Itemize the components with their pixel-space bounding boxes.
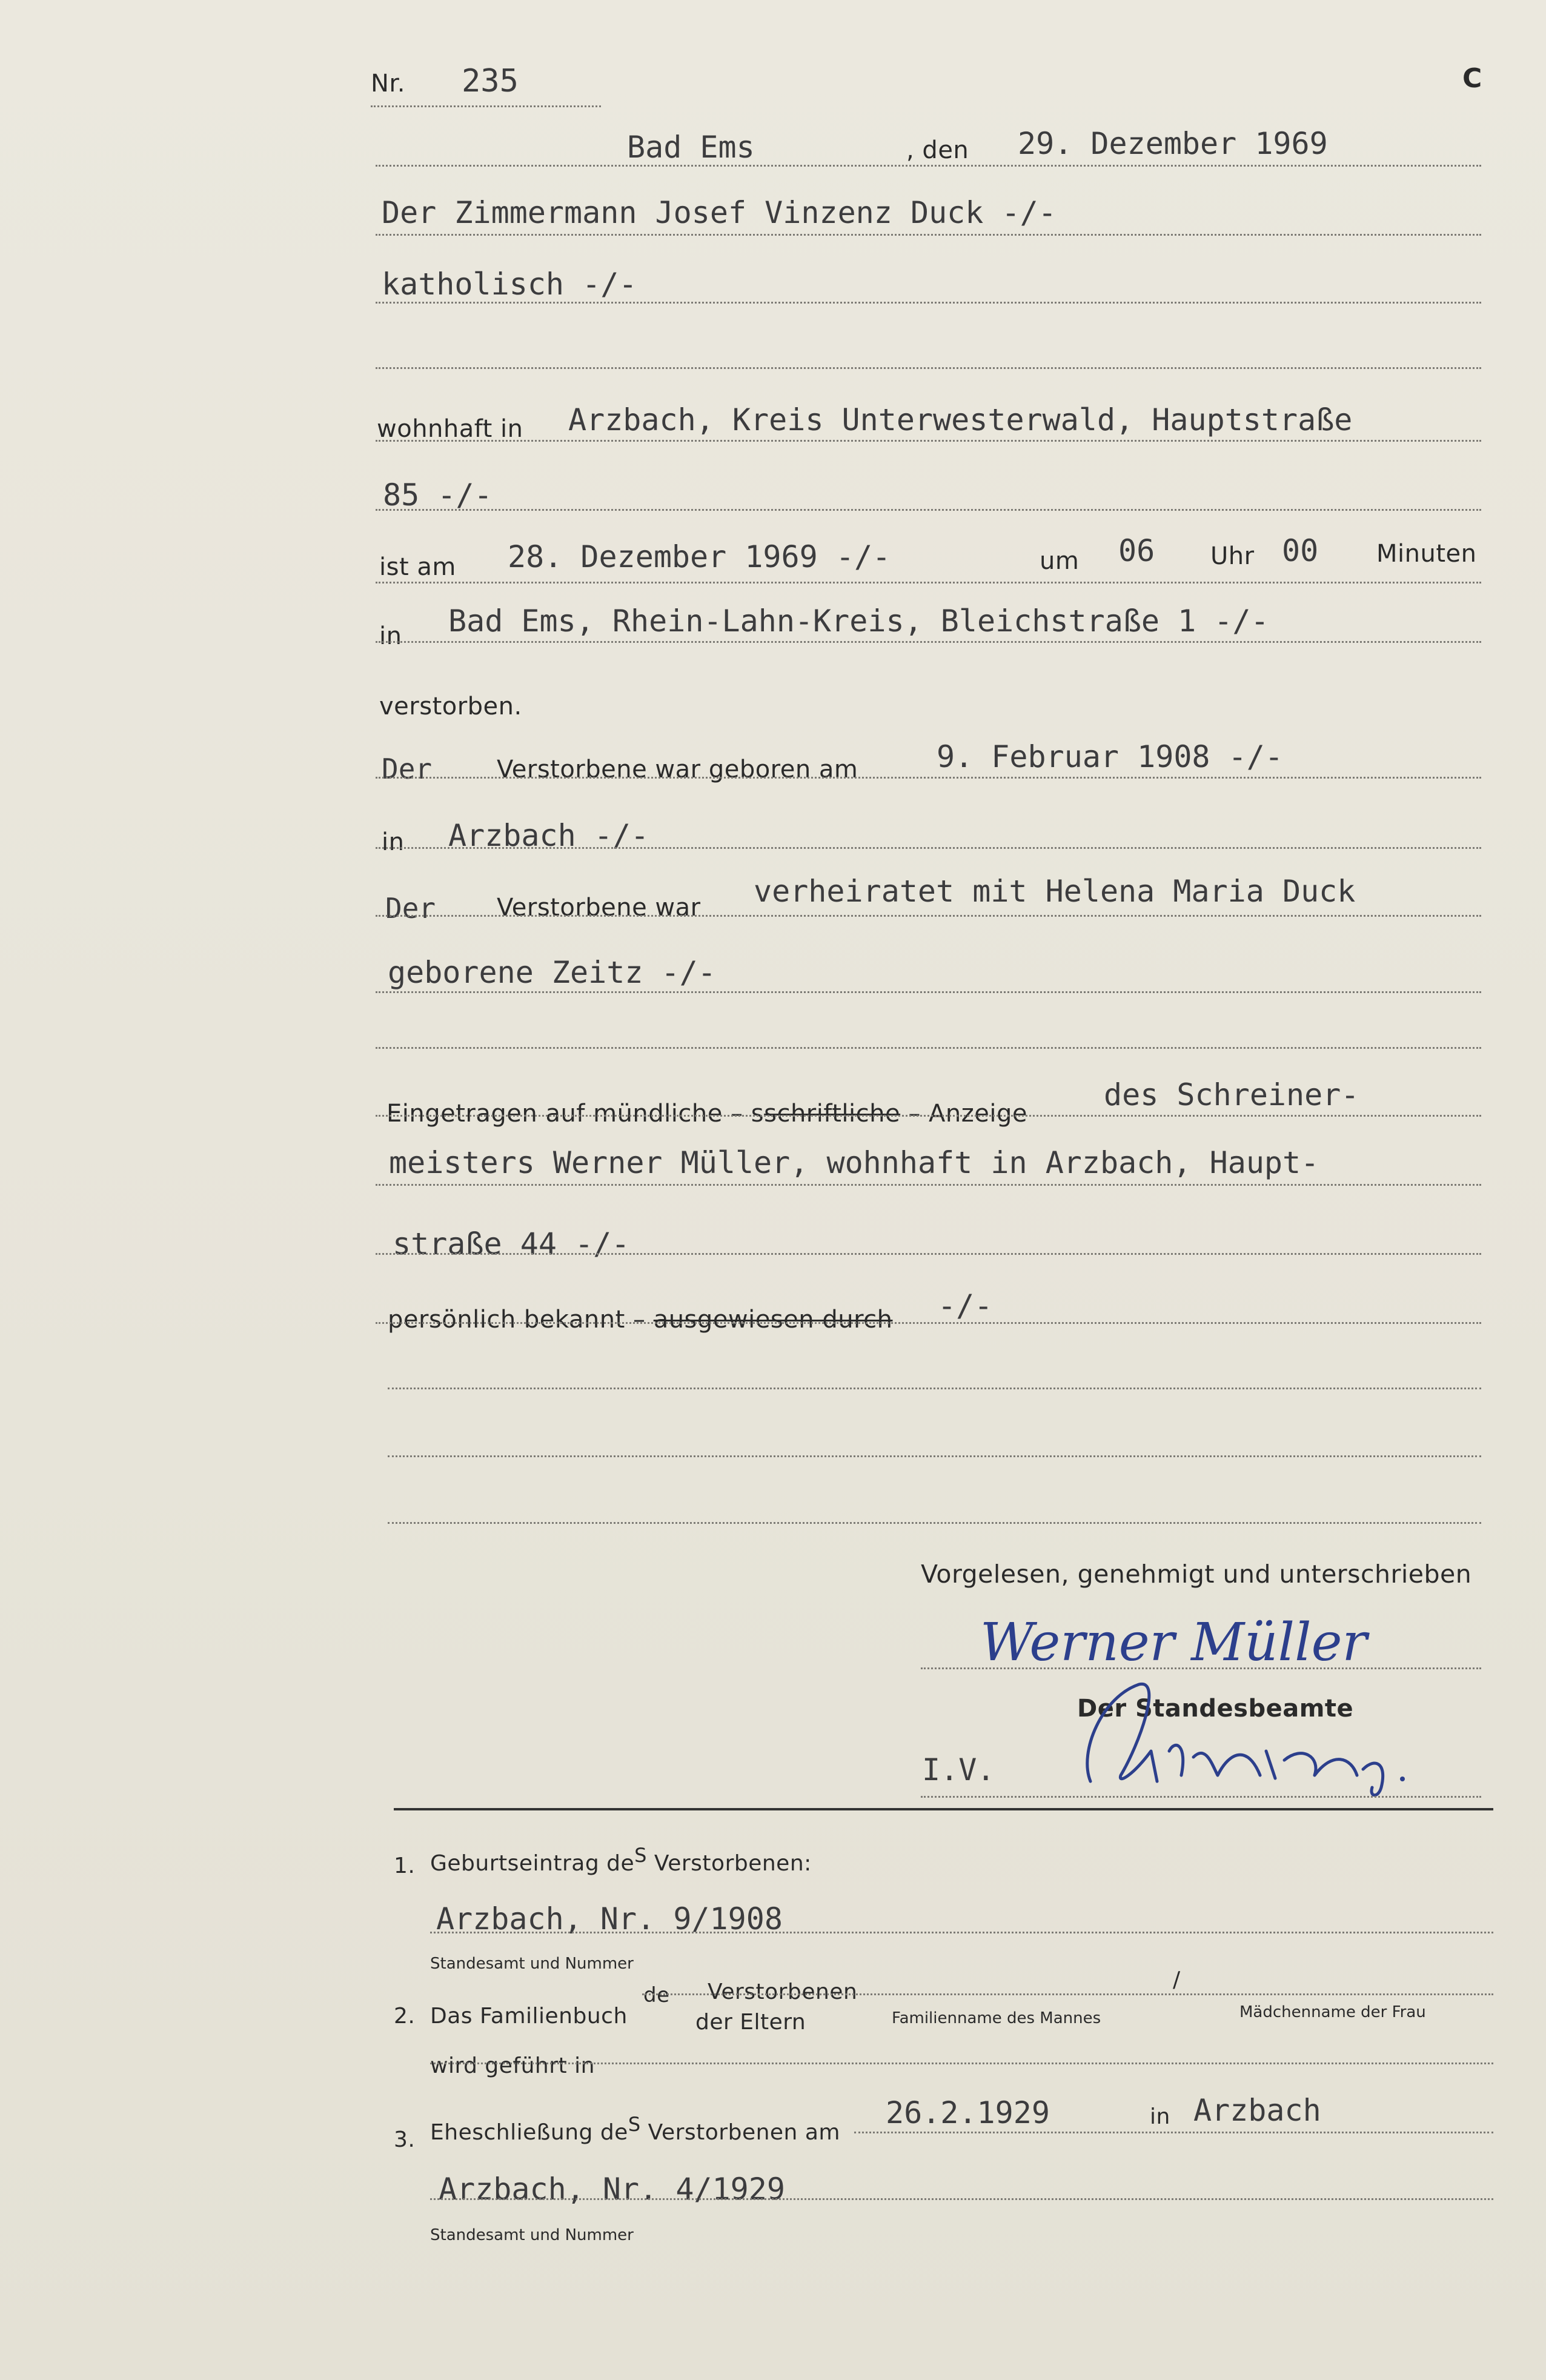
birth-place-rule: [376, 847, 1481, 849]
item1-value: Arzbach, Nr. 9/1908: [436, 1901, 783, 1936]
item3-place: Arzbach: [1193, 2093, 1321, 2128]
witness-signature-text: Werner Müller: [980, 1612, 1367, 1673]
item2-num: 2.: [394, 2004, 416, 2029]
known-strike: ausgewiesen durch: [653, 1306, 893, 1334]
corner-letter: C: [1462, 63, 1482, 94]
birth-date: 9. Februar 1908 -/-: [937, 739, 1283, 774]
death-date: 28. Dezember 1969 -/-: [508, 539, 891, 574]
official-signature-rule: [921, 1796, 1481, 1798]
report-label-s: s: [751, 1100, 765, 1128]
known-value: -/-: [938, 1288, 993, 1323]
item3-date: 26.2.1929: [886, 2095, 1050, 2130]
item3-num: 3.: [394, 2127, 416, 2152]
item3-label: [430, 2113, 840, 2145]
item1-label-2: Verstorbenen:: [654, 1851, 812, 1876]
item2-de: de: [643, 1983, 670, 2007]
report-line-3: straße 44 -/-: [393, 1226, 630, 1261]
birth-in-label: in: [382, 828, 405, 856]
item3-label-text: Eheschließung de: [430, 2120, 628, 2145]
uhr-label: Uhr: [1210, 542, 1255, 570]
report-line-1: des Schreiner-: [1104, 1077, 1359, 1112]
death-place: Bad Ems, Rhein-Lahn-Kreis, Bleichstraße 1 -/-: [448, 603, 1269, 639]
item1-label: [430, 1844, 812, 1876]
residence-line-2-rule: [376, 509, 1481, 511]
minuten-label: Minuten: [1376, 540, 1477, 568]
person-line-1-rule: [376, 234, 1481, 236]
death-time-rule: [376, 582, 1481, 583]
nr-label: Nr.: [371, 70, 405, 98]
death-hour: 06: [1118, 533, 1155, 568]
item1-num: 1.: [394, 1853, 416, 1878]
marital-line-2-rule: [376, 991, 1481, 993]
item3-value: Arzbach, Nr. 4/1929: [439, 2172, 785, 2207]
birth-date-rule: [376, 777, 1481, 779]
death-minutes: 00: [1282, 533, 1319, 568]
report-label-a: Eingetragen auf mündliche –: [386, 1100, 743, 1128]
read-label: Vorgelesen, genehmigt und unterschrieben: [921, 1560, 1472, 1589]
residence-label: wohnhaft in: [377, 415, 523, 443]
item3-value-rule: [430, 2198, 1493, 2200]
nr-value: 235: [462, 63, 519, 99]
person-line-2-rule: [376, 302, 1481, 304]
item3-label-2: Verstorbenen am: [648, 2120, 840, 2145]
item3-in: in: [1150, 2104, 1170, 2129]
item2-slash: /: [1173, 1967, 1181, 1992]
item2-label: Das Familienbuch: [430, 2004, 628, 2029]
date-value: 29. Dezember 1969: [1018, 126, 1328, 161]
marital-line-2: geborene Zeitz -/-: [388, 955, 716, 990]
place-value: Bad Ems: [627, 130, 755, 165]
report-line-3-rule: [376, 1253, 1481, 1255]
nr-line: [371, 105, 601, 107]
known-label: [388, 1308, 893, 1332]
item1-label-text: Geburtseintrag de: [430, 1851, 635, 1876]
item3-rule: [854, 2132, 1493, 2133]
place-date-line: [376, 165, 1481, 167]
blank-line-3: [388, 1388, 1481, 1389]
report-line-2-rule: [376, 1184, 1481, 1186]
den-label: , den: [906, 136, 969, 164]
person-line-1: Der Zimmermann Josef Vinzenz Duck -/-: [382, 195, 1057, 230]
item2-opt-2: der Eltern: [695, 2010, 806, 2035]
birth-label: Verstorbene war geboren am: [497, 756, 858, 783]
item2-caption-1: Familienname des Mannes: [892, 2009, 1101, 2027]
blank-line: [376, 367, 1481, 369]
report-line-1-rule: [376, 1115, 1481, 1117]
person-line-2: katholisch -/-: [382, 267, 637, 302]
blank-line-4: [388, 1455, 1481, 1457]
birth-der-typed: Der: [382, 753, 433, 785]
report-line-2: meisters Werner Müller, wohnhaft in Arzbach, Haupt-: [389, 1145, 1319, 1180]
residence-line-1-rule: [376, 440, 1481, 442]
item2-rule: [642, 1993, 1493, 1995]
report-label: [386, 1102, 1027, 1126]
death-in-label: in: [379, 622, 402, 650]
residence-line-2: 85 -/-: [383, 477, 493, 513]
verstorben-label: verstorben.: [379, 693, 522, 720]
known-rule: [376, 1322, 1481, 1324]
item3-caption: Standesamt und Nummer: [430, 2226, 634, 2244]
item2-caption-2: Mädchenname der Frau: [1239, 2003, 1426, 2021]
birth-place: Arzbach -/-: [448, 818, 649, 853]
item1-sup: S: [634, 1844, 647, 1867]
marital-line-1: verheiratet mit Helena Maria Duck: [754, 874, 1356, 909]
residence-line-1: Arzbach, Kreis Unterwesterwald, Hauptstraße: [568, 402, 1353, 437]
um-label: um: [1040, 547, 1080, 575]
separator-rule: [394, 1808, 1493, 1810]
report-label-strike: schriftliche: [764, 1100, 901, 1128]
ist-am-label: ist am: [379, 553, 456, 581]
known-label-text: persönlich bekannt –: [388, 1306, 646, 1334]
item1-caption: Standesamt und Nummer: [430, 1955, 634, 1973]
iv-label: I.V.: [922, 1752, 995, 1787]
death-place-rule: [376, 641, 1481, 643]
blank-line-5: [388, 1522, 1481, 1524]
marital-der-typed: Der: [385, 892, 436, 925]
official-label: Der Standesbeamte: [1077, 1695, 1354, 1723]
marital-label: Verstorbene war: [497, 894, 701, 922]
report-label-b: – Anzeige: [908, 1100, 1027, 1128]
marital-line-1-rule: [376, 915, 1481, 917]
blank-line-2: [376, 1047, 1481, 1049]
item2-line-2: wird geführt in: [430, 2053, 595, 2078]
item3-sup: S: [628, 2113, 641, 2136]
item1-rule: [430, 1932, 1493, 1933]
item2-line-2-rule: [430, 2063, 1493, 2064]
item2-opt-1: Verstorbenen: [708, 1979, 858, 2004]
official-signature-icon: [1066, 1654, 1418, 1800]
